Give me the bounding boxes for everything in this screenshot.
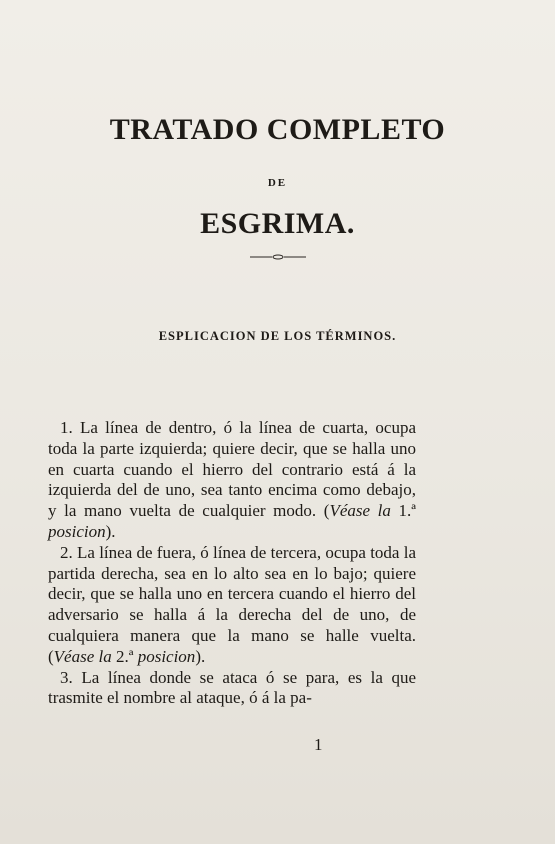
paragraph-2: [48, 543, 416, 668]
paragraph-3: [48, 668, 416, 710]
reference-text: Véase la: [53, 646, 112, 666]
reference-number: 1.ª: [398, 501, 416, 521]
paragraph-text: La línea de dentro, ó la línea de cuarta, ocupa toda la parte izquierda; quiere decir, que se halla uno en cuarta cuando el hierro del contrario está á la izquierda del de uno, sea tanto encima como debajo, y la mano vuelta de cualquier modo. (: [48, 418, 416, 521]
book-title-line2: ESGRIMA.: [200, 207, 355, 240]
book-title-line1: TRATADO COMPLETO: [109, 113, 446, 146]
reference-number: 2.ª: [116, 646, 134, 666]
body-text: [48, 418, 416, 709]
paragraph-end: ).: [105, 521, 116, 541]
paragraph-text: La línea de fuera, ó línea de tercera, ocupa toda la partida derecha, sea en lo alto sea en lo bajo; quiere decir, que se halla uno en tercera cuando el hierro del adversario se halla á la derecha del de uno, de cualquiera manera que la mano se halle vuelta. (: [48, 542, 416, 666]
paragraph-number: 3.: [60, 667, 73, 687]
book-title-de: DE: [267, 177, 288, 189]
reference-word: posicion: [48, 521, 106, 541]
paragraph-text: La línea donde se ataca ó se para, es la que trasmite el nombre al ataque, ó á la pa-: [48, 667, 416, 708]
paragraph-number: 2.: [60, 542, 73, 562]
paragraph-end: ).: [195, 646, 206, 666]
page-number: 1: [314, 735, 323, 754]
paragraph-number: 1.: [60, 418, 73, 437]
section-heading: ESPLICACION DE LOS TÉRMINOS.: [158, 329, 397, 343]
reference-word: posicion: [137, 646, 196, 666]
ornament-divider: [250, 254, 306, 260]
reference-text: Véase la: [329, 501, 391, 521]
paragraph-1: [48, 418, 416, 543]
